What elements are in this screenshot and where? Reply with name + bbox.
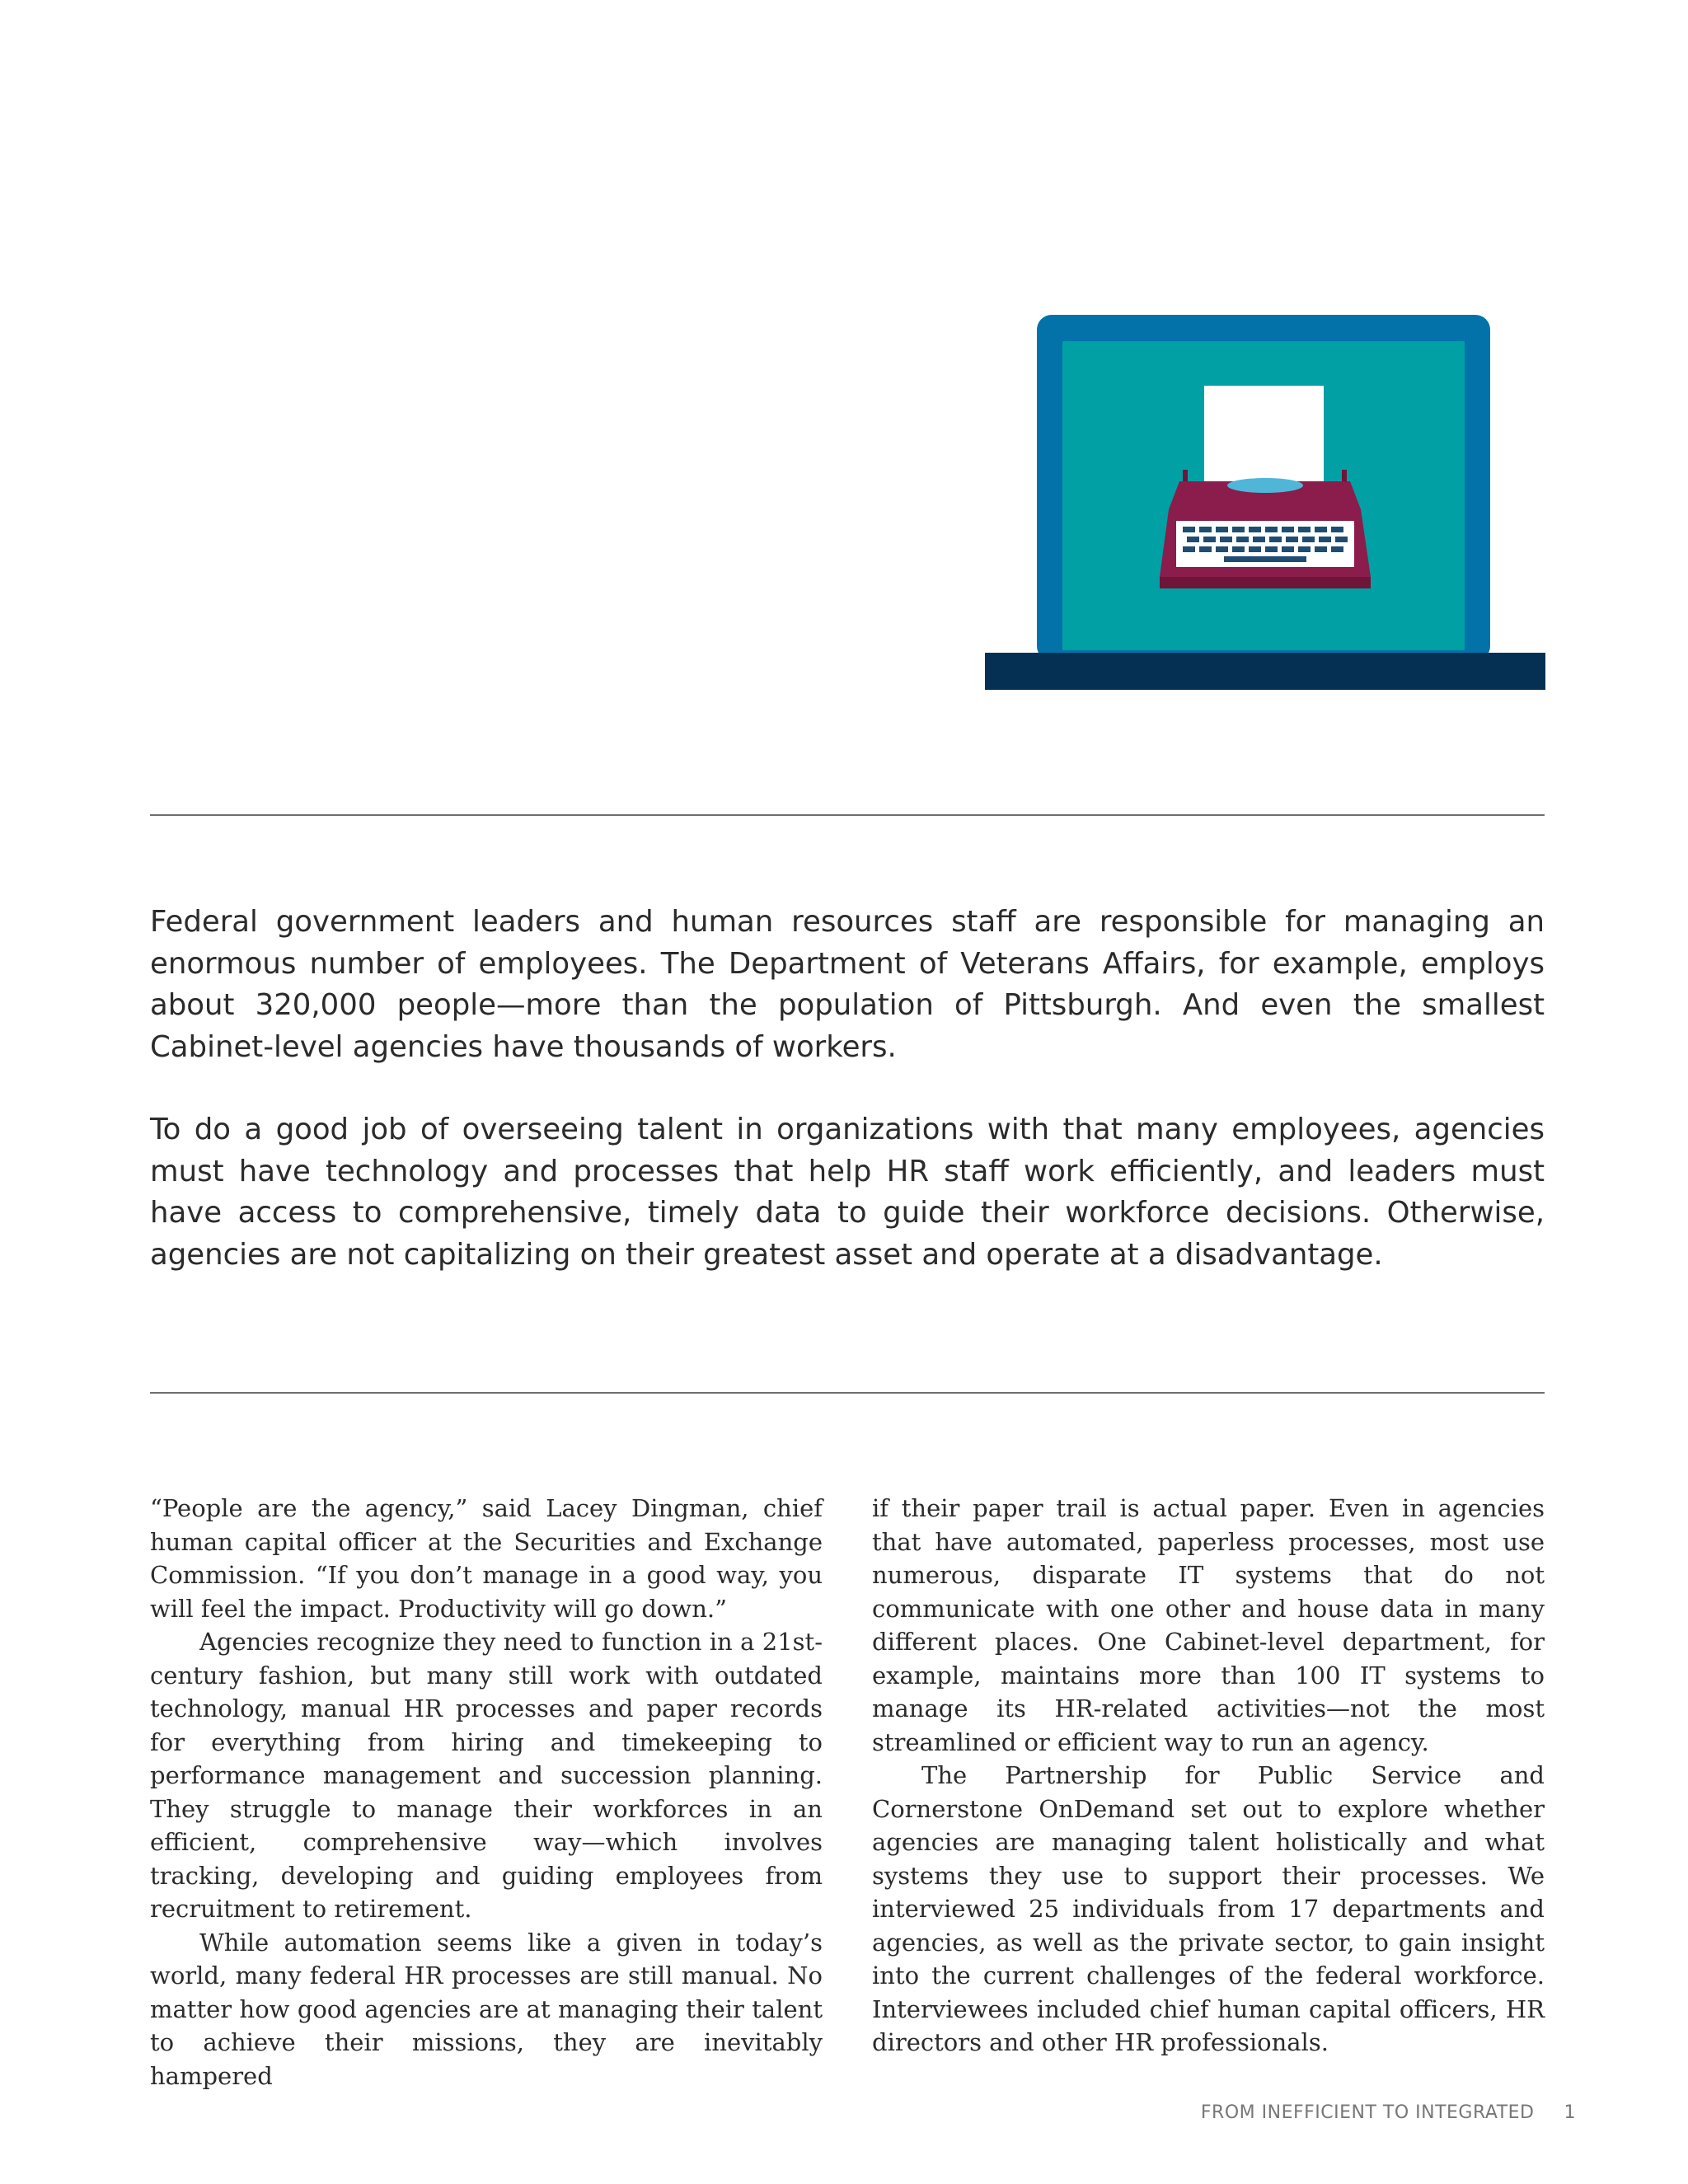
body-paragraph: “People are the agency,” said Lacey Dingman, chief human capital officer at the Securities and Exchange Commission. “If you don’t manage in a good way, you will feel the impact. Productivity will go down.” [150, 1494, 823, 1623]
body-columns [150, 1492, 1545, 2093]
body-paragraph: Agencies recognize they need to function in a 21st-century fashion, but many still work with outdated technology, manual HR processes and paper records for everything from hiring and timekeeping to performance management and succession planning. They struggle to manage their workforces in an efficient, comprehensive way—which involves tracking, developing and guiding employees from recruitment to retirement. [150, 1628, 823, 1923]
right-column [872, 1492, 1545, 2093]
page-number: 1 [1564, 2102, 1576, 2123]
bottom-divider [150, 1392, 1545, 1394]
body-paragraph: if their paper trail is actual paper. Even in agencies that have automated, paperless processes, most use numerous, disparate IT systems that do not communicate with one other and house data in many different places. One Cabinet-level department, for example, maintains more than 100 IT systems to manage its HR-related activities—not the most streamlined or efficient way to run an agency. [872, 1494, 1545, 1756]
body-paragraph: While automation seems like a given in today’s world, many federal HR processes are still manual. No matter how good agencies are at managing their talent to achieve their missions, they are inevitably hampered [150, 1928, 823, 2090]
page-footer [1201, 2102, 1576, 2123]
intro-paragraph-2: To do a good job of overseeing talent in organizations with that many employees, agencies must have technology and processes that help HR staff work efficiently, and leaders must have access to comprehensive, timely data to guide their workforce decisions. Otherwise, agencies are not capitalizing on their greatest asset and operate at a disadvantage. [150, 1113, 1545, 1272]
left-column [150, 1492, 823, 2093]
intro-paragraph-1: Federal government leaders and human resources staff are responsible for managing an enormous number of employees. The Department of Veterans Affairs, for example, employs about 320,000 people—more than the population of Pittsburgh. And even the smallest Cabinet-level agencies have thousands of workers. [150, 905, 1545, 1064]
intro-section [150, 902, 1545, 1317]
top-divider [150, 814, 1545, 816]
laptop-base [985, 653, 1545, 690]
body-paragraph: The Partnership for Public Service and Cornerstone OnDemand set out to explore whether agencies are managing talent holistically and what systems they use to support their processes. We interviewed 25 individuals from 17 departments and agencies, as well as the private sector, to gain insight into the current challenges of the federal workforce. Interviewees included chief human capital officers, HR directors and other HR professionals. [872, 1761, 1545, 2056]
footer-title: FROM INEFFICIENT TO INTEGRATED [1200, 2102, 1535, 2123]
typewriter-paper [1204, 386, 1324, 493]
laptop-typewriter-icon [985, 315, 1545, 690]
